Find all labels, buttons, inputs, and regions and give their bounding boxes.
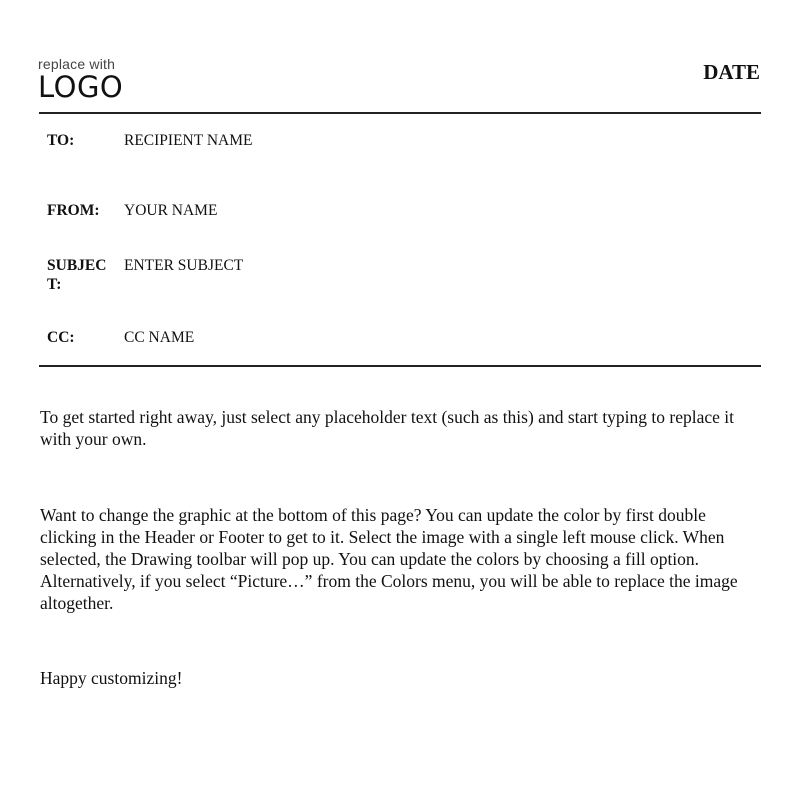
header-divider bbox=[39, 112, 761, 114]
cc-label: CC: bbox=[47, 329, 75, 346]
from-label: FROM: bbox=[47, 202, 100, 219]
logo-text: LOGO bbox=[38, 70, 124, 104]
cc-value[interactable]: CC NAME bbox=[124, 329, 195, 346]
from-value[interactable]: YOUR NAME bbox=[124, 202, 218, 219]
subject-label: SUBJECT: bbox=[47, 257, 107, 293]
logo-caption: replace with bbox=[38, 56, 116, 72]
body-paragraph-closing[interactable]: Happy customizing! bbox=[40, 668, 183, 688]
fields-divider bbox=[39, 365, 761, 367]
body-paragraph-graphic-help[interactable]: Want to change the graphic at the bottom of this page? You can update the color by first double clicking in the Header or Footer to get to it. Select the image with a single left mouse click. When selected, the Drawing toolbar will pop up. You can update the colors by choosing a fill option. Alternatively, if you select “Picture…” from the Colors menu, you will be able to replace the image altogether. bbox=[40, 505, 738, 613]
date-field[interactable]: DATE bbox=[703, 60, 760, 84]
subject-value[interactable]: ENTER SUBJECT bbox=[124, 257, 244, 274]
to-value[interactable]: RECIPIENT NAME bbox=[124, 132, 253, 149]
logo-placeholder bbox=[38, 56, 168, 104]
to-label: TO: bbox=[47, 132, 75, 149]
body-paragraph-intro[interactable]: To get started right away, just select any placeholder text (such as this) and start typing to replace it with your own. bbox=[40, 407, 735, 449]
